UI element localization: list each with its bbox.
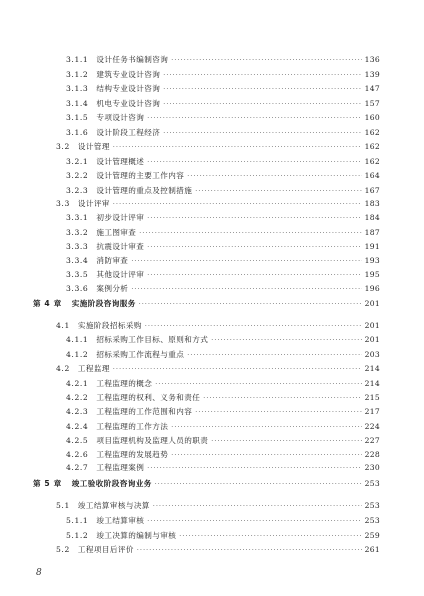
toc-entry-page: 227 [364, 436, 380, 445]
toc-entry-page: 162 [364, 142, 380, 151]
toc-chapter-entry[interactable] [33, 297, 380, 311]
toc-entry-page: 253 [364, 501, 380, 510]
toc-entry-number: 3.1.1 [66, 55, 89, 64]
toc-entry-number: 3.2.1 [66, 157, 89, 166]
toc-entry-number: 4.2.5 [66, 436, 89, 445]
toc-entry-number: 3.3 [56, 199, 70, 208]
toc-entry-title: 工程监理的权利、义务和责任 [96, 393, 201, 402]
toc-entry-page: 253 [364, 516, 380, 525]
dot-leader [131, 255, 361, 269]
toc-entry-page: 214 [364, 379, 380, 388]
toc-entry-number: 4.1 [56, 321, 70, 330]
toc-entry-number: 3.3.1 [66, 213, 89, 222]
toc-subsection-entry[interactable] [66, 448, 380, 462]
toc-subsection-entry[interactable] [66, 184, 380, 198]
toc-entry-title: 竣工决算的编制与审核 [96, 531, 177, 540]
dot-leader [147, 269, 361, 283]
toc-entry-title: 设计任务书编制咨询 [96, 55, 169, 64]
dot-leader [155, 378, 361, 392]
toc-entry-page: 201 [364, 335, 380, 344]
toc-entry-title: 建筑专业设计咨询 [96, 70, 161, 79]
toc-entry-page: 196 [364, 284, 380, 293]
toc-entry-title: 工程监理的概念 [96, 379, 153, 388]
toc-subsection-entry[interactable] [66, 268, 380, 282]
dot-leader [147, 212, 361, 226]
dot-leader [163, 69, 361, 83]
toc-chapter-entry[interactable] [33, 477, 380, 491]
toc-entry-page: 191 [364, 242, 380, 251]
toc-subsection-entry[interactable] [66, 97, 380, 111]
toc-entry-page: 261 [364, 545, 380, 554]
toc-subsection-entry[interactable] [66, 226, 380, 240]
toc-section-entry[interactable] [56, 140, 380, 154]
toc-entry-number: 4.2.1 [66, 379, 89, 388]
toc-entry-title: 工程监理的发展趋势 [96, 450, 169, 459]
toc-entry-title: 施工图审查 [96, 228, 137, 237]
toc-entry-page: 228 [364, 450, 380, 459]
toc-entry-page: 162 [364, 157, 380, 166]
dot-leader [113, 141, 362, 155]
toc-entry-page: 139 [364, 70, 380, 79]
toc-entry-page: 201 [364, 299, 380, 308]
toc-entry-number: 4.2.4 [66, 422, 89, 431]
toc-entry-page: 230 [364, 463, 380, 472]
dot-leader [147, 462, 361, 476]
dot-leader [147, 515, 361, 529]
toc-entry-page: 217 [364, 407, 380, 416]
dot-leader [139, 298, 362, 312]
dot-leader [211, 334, 361, 348]
dot-leader [195, 406, 361, 420]
toc-subsection-entry[interactable] [66, 282, 380, 296]
dot-leader [179, 530, 361, 544]
dot-leader [153, 500, 362, 514]
toc-subsection-entry[interactable] [66, 169, 380, 183]
toc-entry-number: 4.2.7 [66, 463, 89, 472]
dot-leader [147, 112, 361, 126]
dot-leader [163, 98, 361, 112]
toc-entry-title: 实施阶段招标采购 [77, 321, 142, 330]
toc-entry-number: 4.2.3 [66, 407, 89, 416]
toc-entry-page: 193 [364, 256, 380, 265]
toc-subsection-entry[interactable] [66, 111, 380, 125]
toc-entry-number: 4.2.2 [66, 393, 89, 402]
toc-entry-title: 竣工结算审核 [96, 516, 145, 525]
toc-section-entry[interactable] [56, 197, 380, 211]
dot-leader [113, 363, 362, 377]
toc-entry-title: 其他设计评审 [96, 270, 145, 279]
dot-leader [171, 421, 361, 435]
toc-subsection-entry[interactable] [66, 333, 380, 347]
toc-subsection-entry[interactable] [66, 391, 380, 405]
toc-entry-number: 3.3.2 [66, 228, 89, 237]
toc-entry-title: 实施阶段咨询服务 [71, 299, 136, 308]
toc-section-entry[interactable] [56, 319, 380, 333]
toc-entry-number: 3.3.4 [66, 256, 89, 265]
page-number: 8 [36, 568, 42, 578]
dot-leader [171, 54, 361, 68]
toc-entry-title: 设计管理的主要工作内容 [96, 171, 185, 180]
toc-entry-page: 201 [364, 321, 380, 330]
dot-leader [147, 156, 361, 170]
toc-entry-page: 183 [364, 199, 380, 208]
toc-subsection-entry[interactable] [66, 254, 380, 268]
toc-entry-number: 3.3.6 [66, 284, 89, 293]
toc-entry-title: 项目监理机构及监理人员的职责 [96, 436, 209, 445]
dot-leader [113, 198, 362, 212]
toc-section-entry[interactable] [56, 543, 380, 557]
toc-subsection-entry[interactable] [66, 68, 380, 82]
toc-entry-title: 工程监理的工作方法 [96, 422, 169, 431]
toc-subsection-entry[interactable] [66, 82, 380, 96]
toc-entry-page: 214 [364, 364, 380, 373]
dot-leader [145, 320, 362, 334]
toc-entry-number: 3.1.3 [66, 84, 89, 93]
toc-entry-title: 招标采购工作流程与重点 [96, 350, 185, 359]
toc-entry-title: 设计管理概述 [96, 157, 145, 166]
toc-subsection-entry[interactable] [66, 529, 380, 543]
toc-entry-title: 招标采购工作目标、原则和方式 [96, 335, 209, 344]
toc-subsection-entry[interactable] [66, 126, 380, 140]
toc-entry-number: 3.1.2 [66, 70, 89, 79]
dot-leader [163, 127, 361, 141]
toc-subsection-entry[interactable] [66, 514, 380, 528]
dot-leader [139, 227, 361, 241]
toc-entry-number: 3.1.4 [66, 99, 89, 108]
toc-entry-page: 136 [364, 55, 380, 64]
toc-entry-title: 工程项目后评价 [77, 545, 134, 554]
toc-entry-page: 224 [364, 422, 380, 431]
toc-entry-title: 初步设计评审 [96, 213, 145, 222]
toc-subsection-entry[interactable] [66, 53, 380, 67]
toc-entry-page: 157 [364, 99, 380, 108]
toc-entry-title: 机电专业设计咨询 [96, 99, 161, 108]
toc-entry-number: 3.2 [56, 142, 70, 151]
dot-leader [203, 392, 361, 406]
toc-entry-title: 案例分析 [96, 284, 129, 293]
toc-entry-title: 设计管理 [77, 142, 110, 151]
toc-subsection-entry[interactable] [66, 405, 380, 419]
toc-entry-title: 设计评审 [77, 199, 110, 208]
toc-entry-number: 4.2 [56, 364, 70, 373]
toc-entry-page: 187 [364, 228, 380, 237]
toc-entry-title: 设计管理的重点及控制措施 [96, 186, 193, 195]
toc-entry-number: 5.2 [56, 545, 70, 554]
toc-section-entry[interactable] [56, 499, 380, 513]
toc-entry-page: 195 [364, 270, 380, 279]
toc-entry-number: 4.1.2 [66, 350, 89, 359]
toc-entry-number: 4.1.1 [66, 335, 89, 344]
toc-entry-number: 3.1.5 [66, 113, 89, 122]
dot-leader [211, 435, 361, 449]
dot-leader [187, 349, 361, 363]
toc-entry-page: 162 [364, 128, 380, 137]
toc-entry-page: 184 [364, 213, 380, 222]
toc-entry-title: 设计阶段工程经济 [96, 128, 161, 137]
toc-entry-number: 5.1.2 [66, 531, 89, 540]
toc-entry-number: 5.1.1 [66, 516, 89, 525]
toc-entry-title: 抗震设计审查 [96, 242, 145, 251]
toc-entry-number: 4.2.6 [66, 450, 89, 459]
toc-subsection-entry[interactable] [66, 211, 380, 225]
toc-subsection-entry[interactable] [66, 155, 380, 169]
toc-entry-title: 竣工结算审核与决算 [77, 501, 150, 510]
dot-leader [155, 478, 362, 492]
toc-entry-title: 工程监理的工作范围和内容 [96, 407, 193, 416]
dot-leader [137, 544, 362, 558]
toc-entry-number: 3.3.3 [66, 242, 89, 251]
dot-leader [147, 241, 361, 255]
toc-entry-title: 工程监理 [77, 364, 110, 373]
toc-entry-title: 工程监理案例 [96, 463, 145, 472]
toc-subsection-entry[interactable] [66, 348, 380, 362]
toc-entry-number: 3.1.6 [66, 128, 89, 137]
toc-subsection-entry[interactable] [66, 420, 380, 434]
toc-entry-page: 164 [364, 171, 380, 180]
toc-entry-page: 259 [364, 531, 380, 540]
toc-subsection-entry[interactable] [66, 434, 380, 448]
toc-entry-page: 215 [364, 393, 380, 402]
dot-leader [187, 170, 361, 184]
toc-entry-title: 结构专业设计咨询 [96, 84, 161, 93]
toc-subsection-entry[interactable] [66, 461, 380, 475]
toc-entry-page: 203 [364, 350, 380, 359]
dot-leader [131, 283, 361, 297]
toc-entry-number: 3.2.2 [66, 171, 89, 180]
toc-entry-number: 3.2.3 [66, 186, 89, 195]
toc-entry-title: 消防审查 [96, 256, 129, 265]
toc-subsection-entry[interactable] [66, 240, 380, 254]
toc-entry-page: 147 [364, 84, 380, 93]
toc-subsection-entry[interactable] [66, 377, 380, 391]
toc-entry-number: 第 4 章 [33, 299, 62, 308]
toc-section-entry[interactable] [56, 362, 380, 376]
toc-entry-title: 专项设计咨询 [96, 113, 145, 122]
toc-entry-page: 253 [364, 479, 380, 488]
dot-leader [163, 83, 361, 97]
toc-entry-number: 3.3.5 [66, 270, 89, 279]
toc-entry-number: 第 5 章 [33, 479, 62, 488]
toc-entry-page: 167 [364, 186, 380, 195]
toc-entry-number: 5.1 [56, 501, 70, 510]
toc-entry-title: 竣工验收阶段咨询业务 [71, 479, 152, 488]
toc-entry-page: 160 [364, 113, 380, 122]
